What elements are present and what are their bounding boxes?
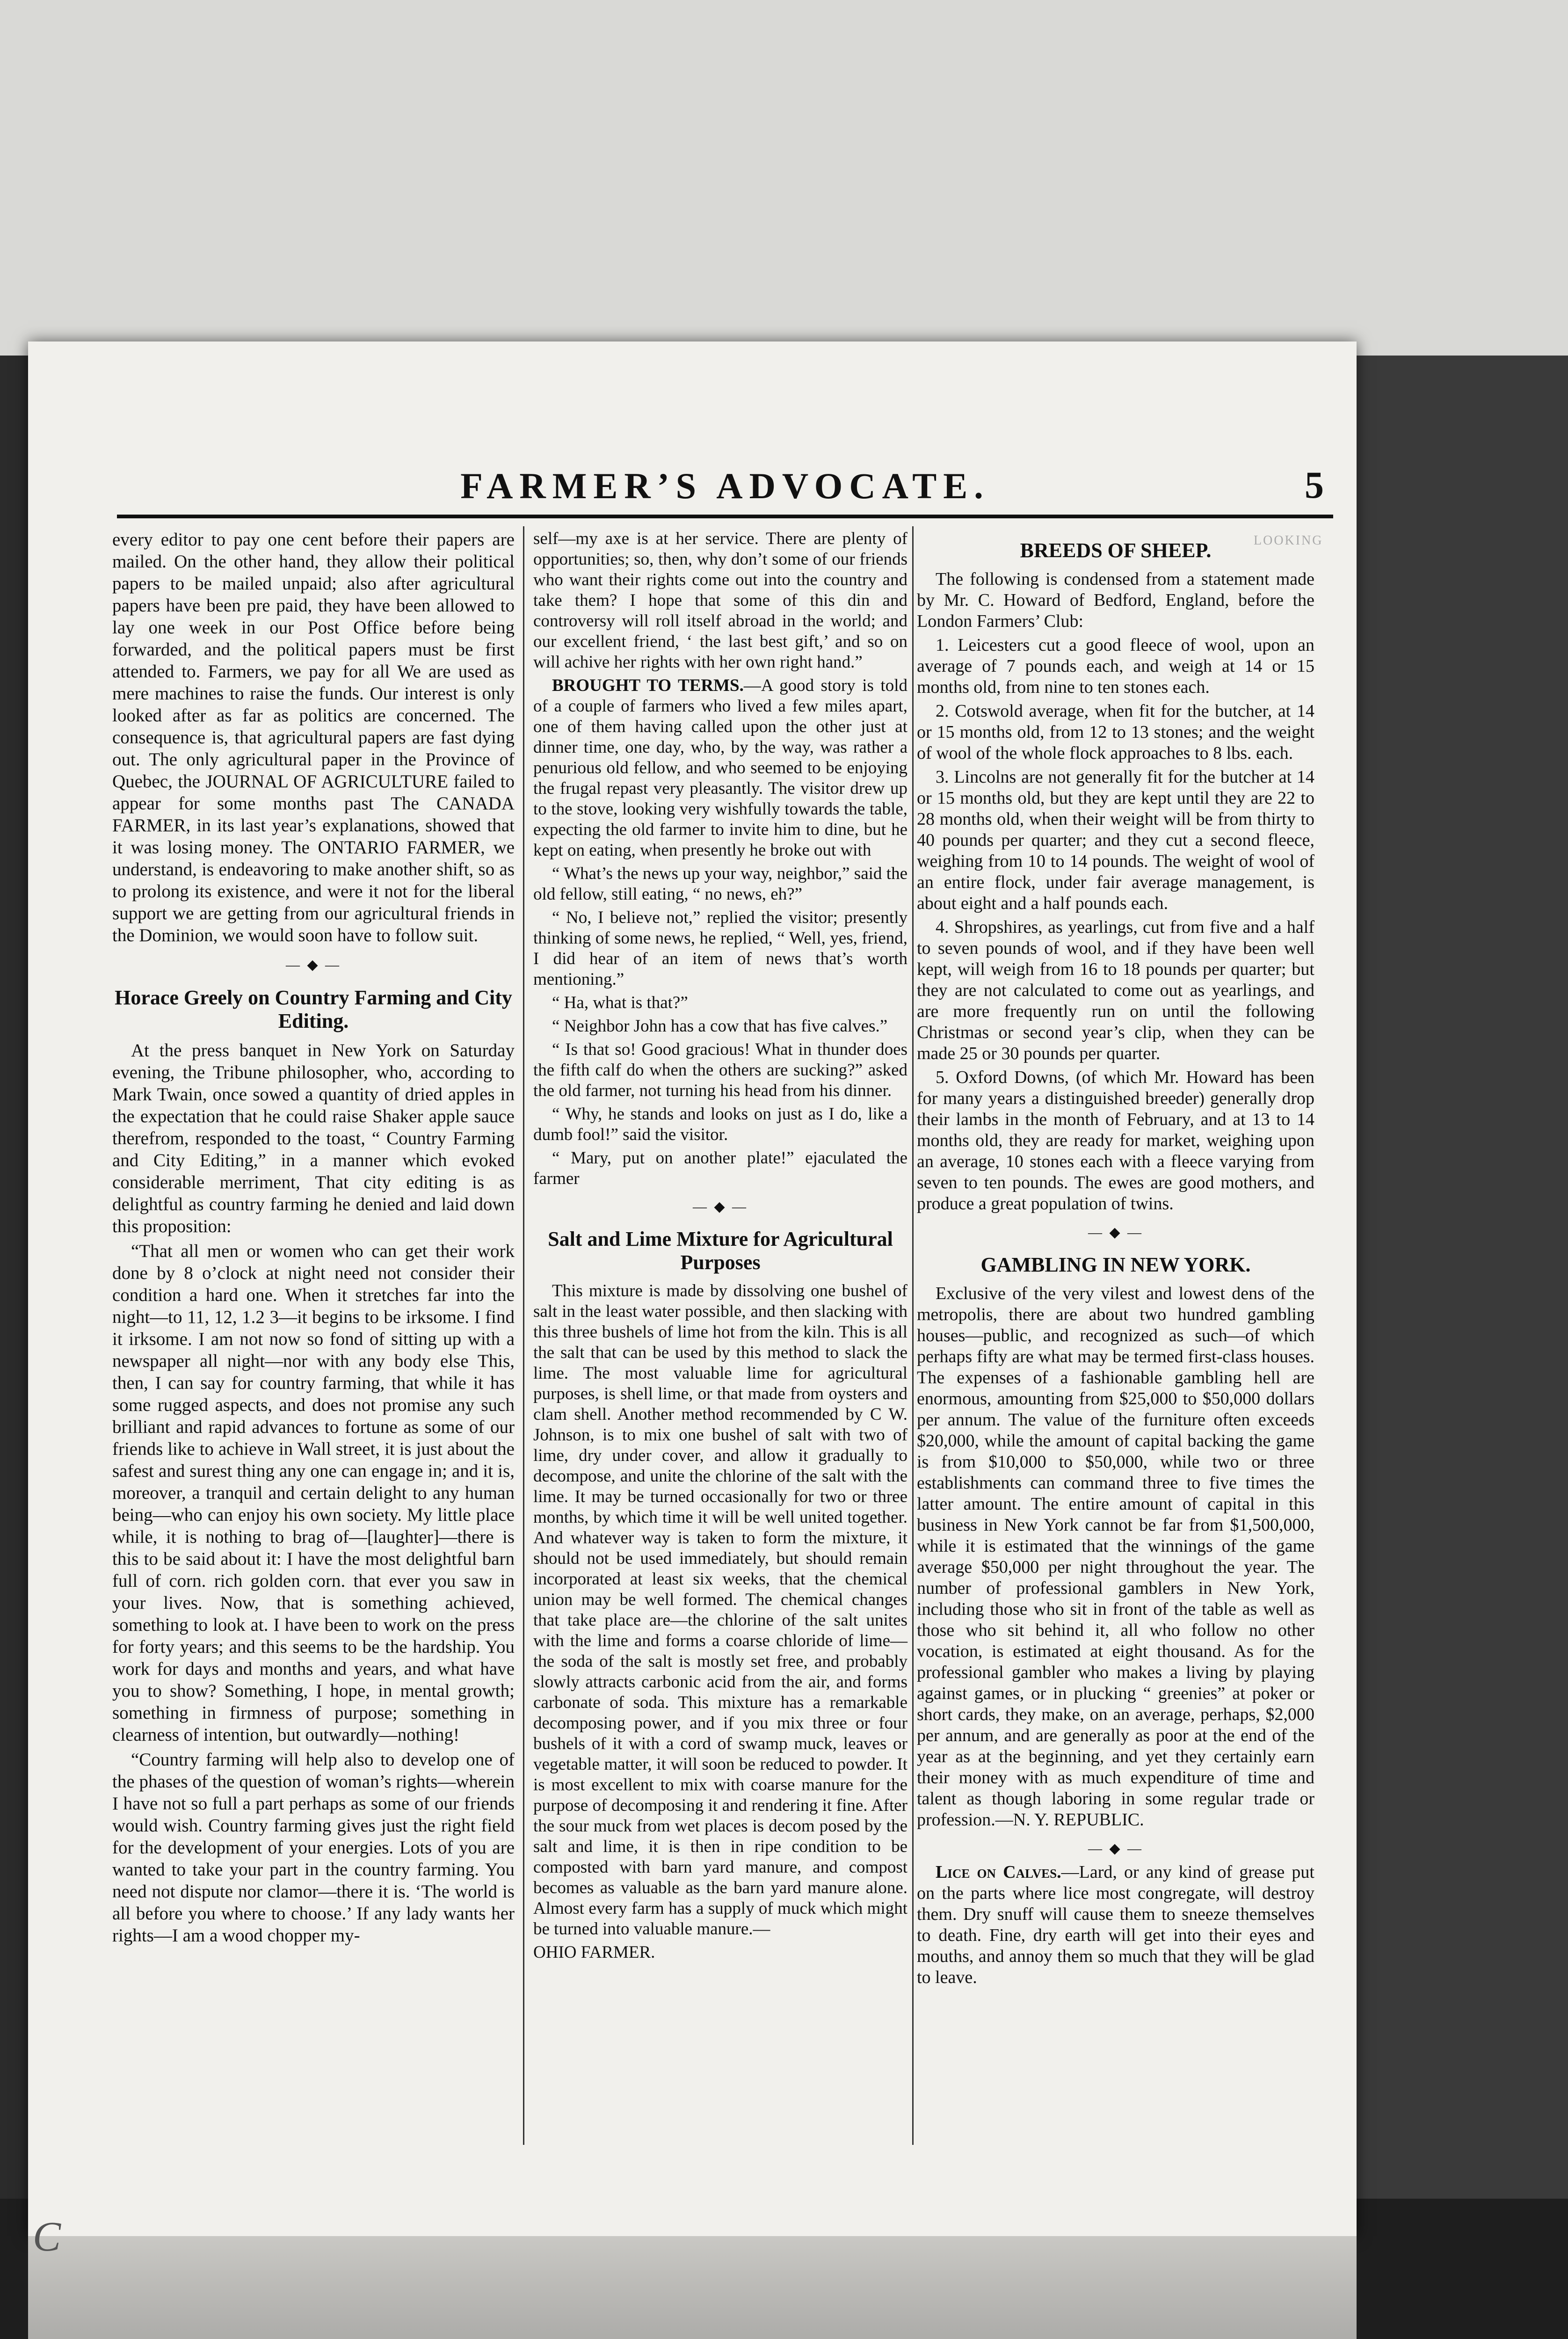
- article-heading: Horace Greely on Country Farming and City Editing.: [115, 986, 512, 1032]
- ornament-divider: [917, 1222, 1314, 1243]
- masthead: [117, 463, 1333, 518]
- margin-pencil-mark: C: [33, 2214, 61, 2260]
- paragraph: self—my axe is at her service. There are plenty of opportunities; so, then, why don’t some of our friends who want their rights come out into the country and take them? I hope that some of this din and controversy will roll itself abroad in the world; and our excellent friend, ‘ the last best gift,’ and so on will achive her rights with her own right hand.”: [533, 529, 907, 672]
- paragraph: “ Why, he stands and looks on just as I do, like a dumb fool!” said the visitor.: [533, 1104, 907, 1144]
- column-1: [112, 529, 515, 1949]
- paragraph: “Country farming will help also to develop one of the phases of the question of woman’s rights—wherein I have not so full a part perhaps as some of our friends would wish. Country farming gives just the right field for the development of your energies. Lots of you are wanted to take your part in the country farming. You need not dispute nor clamor—there it is. ‘The world is all before you where to choose.’ If any lady wants her rights—I am a wood chopper my-: [112, 1750, 515, 1946]
- source-signature: OHIO FARMER.: [533, 1943, 655, 1962]
- bleed-through-text: LOOKING: [1254, 533, 1323, 548]
- paragraph: 4. Shropshires, as yearlings, cut from five and a half to seven pounds of wool, and if they have been well kept, will weigh from 16 to 18 pounds per quarter; but they are not calculated to come out as yearlings, and are more frequently run on until the following Christmas or second year’s clip, when they can be made 25 or 30 pounds per quarter.: [917, 917, 1314, 1063]
- column-rule: [912, 526, 914, 2145]
- ornament-divider: [917, 1838, 1314, 1859]
- ornament-divider: [112, 954, 515, 976]
- paragraph: This mixture is made by dissolving one bushel of salt in the least water possible, and then slacking with this three bushels of lime hot from the kiln. This is all the salt that can be used by this method to slack the lime. The most valuable lime for agricultural purposes, is shell lime, or that made from oysters and clam shell. Another method recommended by C W. Johnson, is to mix one bushel of salt with two of lime, dry under cover, and allow it gradually to decompose, and unite the chlorine of the salt with the lime. It may be turned occasionally for two or three months, by which time it will be well united together. And whatever way is taken to form the mixture, it should not be used immediately, but should remain incorporated at least six weeks, that the chemical union may be well formed. The chemical changes that take place are—the chlorine of the salt unites with the lime and forms a coarse chloride of lime—the soda of the salt is mostly set free, and probably slowly attracts carbonic acid from the air, and forms carbonate of soda. This mixture has a remarkable decomposing power, and if you mix three or four bushels of it with a cord of swamp muck, leaves or vegetable matter, it will soon be reduced to powder. It is most excellent to mix with coarse manure for the purpose of decomposing it and rendering it fine. After the sour muck from wet places is decom posed by the salt and lime, it is then in ripe condition to be composted with barn yard manure, and compost becomes as valuable as the barn yard manure alone. Almost every farm has a supply of muck which might be turned into valuable manure.—: [533, 1281, 907, 1939]
- scanner-backdrop-fold: [1347, 356, 1568, 2339]
- paragraph: 5. Oxford Downs, (of which Mr. Howard has been for many years a distinguished breeder) generally drop their lambs in the month of February, and at 13 to 14 months old, they are ready for market, weighing upon an average, 10 stones each with a fleece varying from seven to ten pounds. The ewes are good mothers, and produce a great population of twins.: [917, 1068, 1314, 1213]
- paragraph: [917, 1862, 1314, 1988]
- paragraph: Exclusive of the very vilest and lowest dens of the metropolis, there are about two hundred gambling houses—public, and recognized as such—of which perhaps fifty are what may be termed first-class houses. The expenses of a fashionable gambling hell are enormous, amounting from $25,000 to $50,000 dollars per annum. The value of the furniture often exceeds $20,000, while the amount of capital backing the game is from $10,000 to $50,000, while two or three establishments can command three to five times the latter amount. The entire amount of capital in this business in New York cannot be far from $1,500,000, while it is estimated that the winnings of the game average $50,000 per night throughout the year. The number of professional gamblers in New York, including those who sit in front of the table as well as those who sit behind it, all who follow no other vocation, is estimated at eight thousand. As for the professional gambler who makes a living by playing against games, or in plucking “ greenies” at poker or short cards, they make, on an average, perhaps, $2,000 per annum, and are generally as poor at the end of the year as at the beginning, and yet they certainly earn their money with as much expenditure of time and talent as though laboring in some regular trade or profession.—N. Y. REPUBLIC.: [917, 1284, 1314, 1830]
- column-3: [917, 529, 1314, 1991]
- paragraph: “ No, I believe not,” replied the visitor; presently thinking of some news, he replied, “ Well, yes, friend, I did hear of an item of news that’s worth mentioning.”: [533, 908, 907, 989]
- paragraph: “ What’s the news up your way, neighbor,” said the old fellow, still eating, “ no news, eh?”: [533, 864, 907, 904]
- paragraph-text: —A good story is told of a couple of farmers who lived a few miles apart, one of them having called upon the other just at dinner time, one day, who, by the way, was rather a penurious old fellow, and who seemed to be enjoying the frugal repast very pleasantly. The visitor drew up to the stove, looking very wishfully towards the table, expecting the old farmer to invite him to dine, but he kept on eating, when presently he broke out with: [533, 676, 907, 860]
- column-2: [533, 529, 907, 1966]
- paragraph-text: —Lard, or any kind of grease put on the parts where lice most congregate, will destroy them. Dry snuff will cause them to sneeze themselves to death. Fine, dry earth will get into their eyes and mouths, and annoy them so much that they will be glad to leave.: [917, 1862, 1314, 1987]
- paragraph: “That all men or women who can get their work done by 8 o’clock at night need not consider their condition a hard one. When it stretches far into the night—to 11, 12, 1.2 3—it begins to be irksome. I find it irksome. I am not now so fond of sitting up with a newspaper all night—nor with any body else This, then, I can say for country farming, that while it has some rugged aspects, and does not promise any such brilliant and rapid advances to fortune as some of our friends like to achieve in Wall street, it is just about the safest and surest thing any one can engage in; and it is, moreover, a tranquil and certain delight to any human being—who can enjoy his own society. My little place while, it is nothing to brag of—[laughter]—there is this to be said about it: I have the most delightful barn full of corn. rich golden corn. that ever you saw in your lives. Now, that is something achieved, something to look at. I have been to work on the press for forty years; and this seems to be the hardship. You work for days and months and years, and what have you to show? Something, I hope, in mental growth; something in firmness of purpose; something in clearness of intention, but outwardly—nothing!: [112, 1241, 515, 1745]
- masthead-title: FARMER’S ADVOCATE.: [460, 465, 990, 506]
- page-number: 5: [1305, 464, 1324, 506]
- article-heading: GAMBLING IN NEW YORK.: [980, 1253, 1251, 1276]
- scanner-backdrop-top: [0, 0, 1568, 356]
- ornament-divider: [533, 1197, 907, 1217]
- paragraph: [533, 676, 907, 861]
- paragraph: “ Neighbor John has a cow that has five calves.”: [552, 1017, 888, 1036]
- article-heading: Salt and Lime Mixture for Agricultural Purposes: [548, 1228, 893, 1274]
- paragraph: 1. Leicesters cut a good fleece of wool, upon an average of 7 pounds each, and weigh at 14 or 15 months old, from nine to ten stones each.: [917, 635, 1314, 697]
- paragraph: “ Is that so! Good gracious! What in thunder does the fifth calf do when the others are sucking?” asked the old farmer, not turning his head from his dinner.: [533, 1040, 907, 1100]
- run-in-heading: Lice on Calves.: [936, 1862, 1061, 1882]
- paragraph: “ Ha, what is that?”: [552, 993, 688, 1012]
- paragraph: The following is condensed from a statement made by Mr. C. Howard of Bedford, England, before the London Farmers’ Club:: [917, 569, 1314, 631]
- paragraph: “ Mary, put on another plate!” ejaculated the farmer: [533, 1148, 907, 1188]
- column-rule: [523, 526, 524, 2145]
- article-heading: BREEDS OF SHEEP.: [1020, 539, 1212, 562]
- paragraph: 2. Cotswold average, when fit for the butcher, at 14 or 15 months old, from 12 to 13 stones; and the weight of wool of the whole flock approaches to 8 lbs. each.: [917, 701, 1314, 763]
- paragraph: 3. Lincolns are not generally fit for the butcher at 14 or 15 months old, but they are kept until they are 22 to 28 months old, when their weight will be from thirty to 40 pounds per quarter; and they cut a second fleece, weighing from 10 to 14 pounds. The weight of wool of an entire flock, under fair average management, is about eight and a half pounds each.: [917, 767, 1314, 913]
- paragraph: every editor to pay one cent before their papers are mailed. On the other hand, they allow their political papers to be mailed unpaid; also after agricultural papers have been pre paid, they have been allowed to lay one week in our Post Office before being forwarded, and the political papers must be first attended to. Farmers, we pay for all We are used as mere machines to raise the funds. Our interest is only looked after as far as politics are concerned. The consequence is, that agricultural papers are fast dying out. The only agricultural paper in the Province of Quebec, the JOURNAL OF AGRICULTURE failed to appear for some months past The CANADA FARMER, in its last year’s explanations, showed that it was losing money. The ONTARIO FARMER, we understand, is endeavoring to make another shift, so as to prolong its existence, and were it not for the liberal support we are getting from our agricultural friends in the Dominion, we would soon have to follow suit.: [112, 530, 515, 945]
- paragraph: At the press banquet in New York on Saturday evening, the Tribune philosopher, who, according to Mark Twain, once sowed a quantity of dried apples in the expectation that he could raise Shaker apple sauce therefrom, responded to the toast, “ Country Farming and City Editing,” in a manner which evoked considerable merriment, That city editing is as delightful as country farming he denied and laid down this proposition:: [112, 1040, 515, 1236]
- page-bottom-shadow: [28, 2236, 1357, 2339]
- run-in-heading: BROUGHT TO TERMS.: [552, 676, 744, 695]
